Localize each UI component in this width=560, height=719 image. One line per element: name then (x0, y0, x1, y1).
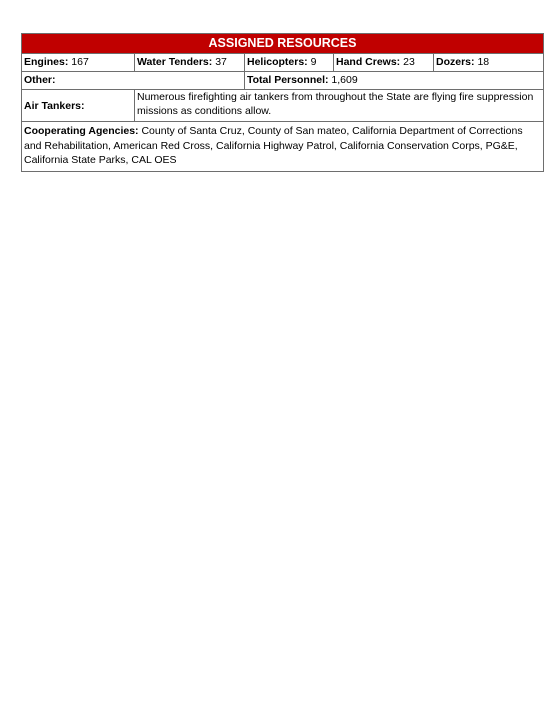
table-title: ASSIGNED RESOURCES (22, 34, 543, 54)
helicopters-value: 9 (310, 56, 317, 68)
total-personnel-cell (245, 72, 543, 89)
air-tankers-row (22, 90, 543, 122)
cooperating-agencies-text: County of Santa Cruz, County of San mateo, California Department of Corrections and Rehabilitation, American Red Cross, California Highway Patrol, California Conservation Corps, PG&E, California State Parks, CAL OES (24, 125, 523, 166)
water-tenders-cell (135, 54, 245, 71)
other-cell (22, 72, 245, 89)
assigned-resources-table (21, 33, 544, 172)
dozers-label: Dozers: (436, 56, 475, 68)
other-personnel-row (22, 72, 543, 90)
air-tankers-label: Air Tankers: (24, 99, 85, 112)
resource-counts-row (22, 54, 543, 72)
water-tenders-label: Water Tenders: (137, 56, 213, 68)
dozers-value: 18 (477, 56, 490, 68)
helicopters-label: Helicopters: (247, 56, 308, 68)
cooperating-agencies-row (22, 122, 543, 171)
dozers-cell (434, 54, 543, 71)
helicopters-cell (245, 54, 334, 71)
cooperating-agencies-label: Cooperating Agencies: (24, 125, 139, 137)
engines-value: 167 (71, 56, 89, 68)
other-label: Other: (24, 74, 56, 86)
air-tankers-text: Numerous firefighting air tankers from throughout the State are flying fire suppression missions as conditions allow. (137, 91, 534, 117)
hand-crews-label: Hand Crews: (336, 56, 401, 68)
water-tenders-value: 37 (215, 56, 227, 68)
total-personnel-value: 1,609 (331, 74, 358, 86)
engines-label: Engines: (24, 56, 69, 68)
total-personnel-label: Total Personnel: (247, 74, 329, 86)
engines-cell (22, 54, 135, 71)
hand-crews-value: 23 (403, 56, 415, 68)
hand-crews-cell (334, 54, 434, 71)
cooperating-agencies-cell (22, 122, 543, 171)
air-tankers-label-cell (22, 90, 135, 121)
